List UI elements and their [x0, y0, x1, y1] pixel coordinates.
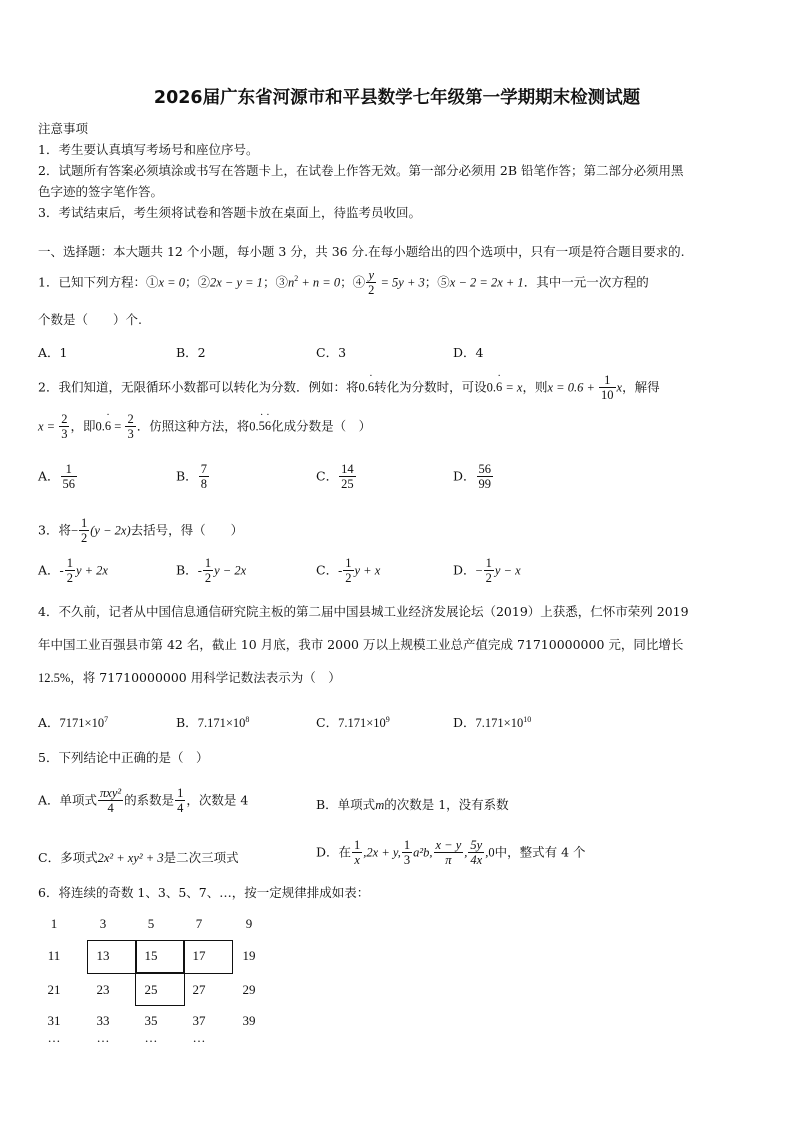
option-b[interactable]: B．- $\frac{1}{2}$ y − 2x — [176, 556, 247, 586]
table-cell: 11 — [47, 948, 61, 963]
table-cell: 33 — [96, 1013, 110, 1028]
option-b[interactable]: B．单项式m的次数是 1，没有系数 — [316, 797, 509, 812]
notice-item: 2．试题所有答案必须填涂或书写在答题卡上，在试卷上作答无效。第一部分必须用 2B 铅笔作答；第二部分必须用黑 — [38, 163, 684, 178]
table-cell: 31 — [47, 1013, 61, 1028]
option-a[interactable]: A．- $\frac{1}{2}$ y + 2x — [38, 556, 108, 586]
question-4-stem-cont: 12.5%，将 71710000000 用科学记数法表示为（ ） — [38, 670, 341, 685]
table-cell: … — [144, 1030, 158, 1045]
table-cell: 19 — [242, 948, 256, 963]
option-a[interactable]: A．$7171\times 10^7$ — [38, 714, 109, 730]
option-c[interactable]: C． $\frac{14}{25}$ — [316, 462, 354, 492]
table-cell: 27 — [192, 982, 206, 997]
table-cell: … — [47, 1030, 61, 1045]
option-b[interactable]: B．2 — [176, 345, 206, 360]
question-3-stem: 3．将− $\frac{1}{2}$ (y − 2x)去括号，得（ ） — [38, 516, 244, 546]
table-cell: 9 — [245, 916, 253, 931]
table-cell: 15 — [144, 948, 158, 963]
question-5-stem: 5．下列结论中正确的是（ ） — [38, 750, 209, 765]
notice-item: 色字迹的签字笔作答。 — [38, 184, 164, 199]
table-cell: 25 — [144, 982, 158, 997]
option-c[interactable]: C．3 — [316, 345, 347, 360]
table-cell: 13 — [96, 948, 110, 963]
notice-item: 1．考生要认真填写考场号和座位序号。 — [38, 142, 259, 157]
option-d[interactable]: D．4 — [453, 345, 484, 360]
question-4-stem: 4．不久前，记者从中国信息通信研究院主板的第二届中国县城工业经济发展论坛（2019）上获悉，仁怀市荣列 2019 — [38, 604, 689, 619]
option-d[interactable]: D．− $\frac{1}{2}$ y − x — [453, 556, 521, 586]
question-1-stem: 1．已知下列方程：①x = 0；②2x − y = 1；$③n^2 + n = 0$；④ $\frac{y}{2}$ = 5y + 3；⑤x − 2 = 2x + 1．其中一元一次方程的 — [38, 268, 649, 298]
option-a[interactable]: A．1 — [38, 345, 68, 360]
table-cell: 7 — [195, 916, 203, 931]
option-a[interactable]: A．单项式 $\frac{\text{πxy²}}{4}$ 的系数是 $\frac{1}{4}$ ，次数是 4 — [38, 786, 249, 816]
table-cell: 17 — [192, 948, 206, 963]
question-2-stem-cont: x = $\frac{2}{3}$ ，即0.· 6 = $\frac{2}{3}$ ．仿照这种方法，将0.· 5· 6化成分数是（ ） — [38, 412, 371, 442]
table-cell: … — [192, 1030, 206, 1045]
question-1-stem-cont: 个数是（ ）个. — [38, 312, 142, 327]
table-cell: 35 — [144, 1013, 158, 1028]
question-6-stem: 6．将连续的奇数 1、3、5、7、…，按一定规律排成如表： — [38, 885, 370, 900]
option-b[interactable]: B．$7.171\times 10^8$ — [176, 714, 250, 730]
table-cell: … — [96, 1030, 110, 1045]
option-a[interactable]: A． $\frac{1}{56}$ — [38, 462, 76, 492]
option-b[interactable]: B． $\frac{7}{8}$ — [176, 462, 207, 492]
page-title: 2026届广东省河源市和平县数学七年级第一学期期末检测试题 — [153, 88, 641, 108]
table-cell: 39 — [242, 1013, 256, 1028]
table-cell: 21 — [47, 982, 61, 997]
table-cell: 3 — [99, 916, 107, 931]
notice-heading: 注意事项 — [38, 121, 89, 136]
table-cell: 23 — [96, 982, 110, 997]
table-cell: 1 — [50, 916, 58, 931]
option-c[interactable]: C．$7.171\times 10^9$ — [316, 714, 390, 730]
question-4-stem-cont: 年中国工业百强县市第 42 名，截止 10 月底，我市 2000 万以上规模工业总产值完成 71710000000 元，同比增长 — [38, 637, 684, 652]
section-heading: 一、选择题：本大题共 12 个小题，每小题 3 分，共 36 分.在每小题给出的四个选项中，只有一项是符合题目要求的. — [38, 244, 685, 259]
odd-number-table — [30, 910, 280, 1050]
option-d[interactable]: D．$7.171\times 10^{10}$ — [453, 714, 532, 730]
table-cell: 5 — [147, 916, 155, 931]
option-c[interactable]: C．- $\frac{1}{2}$ y + x — [316, 556, 381, 586]
option-d[interactable]: D．在 $\frac{1}{x}$ ,2x + y, $\frac{1}{3}$ a²b, $\frac{x - y}{\pi}$ , $\frac{5y}{4x}$ ,0中，整式有 4 个 — [316, 838, 586, 868]
question-2-stem: 2．我们知道，无限循环小数都可以转化为分数．例如：将0.· 6转化为分数时，可设0.· 6 = x，则x = 0.6 + $\frac{1}{10}$ x，解得 — [38, 373, 660, 403]
notice-item: 3．考试结束后，考生须将试卷和答题卡放在桌面上，待监考员收回。 — [38, 205, 421, 220]
table-cell: 37 — [192, 1013, 206, 1028]
option-d[interactable]: D． $\frac{56}{99}$ — [453, 462, 492, 492]
option-c[interactable]: C．多项式2x² + xy² + 3是二次三项式 — [38, 850, 239, 865]
table-cell: 29 — [242, 982, 256, 997]
